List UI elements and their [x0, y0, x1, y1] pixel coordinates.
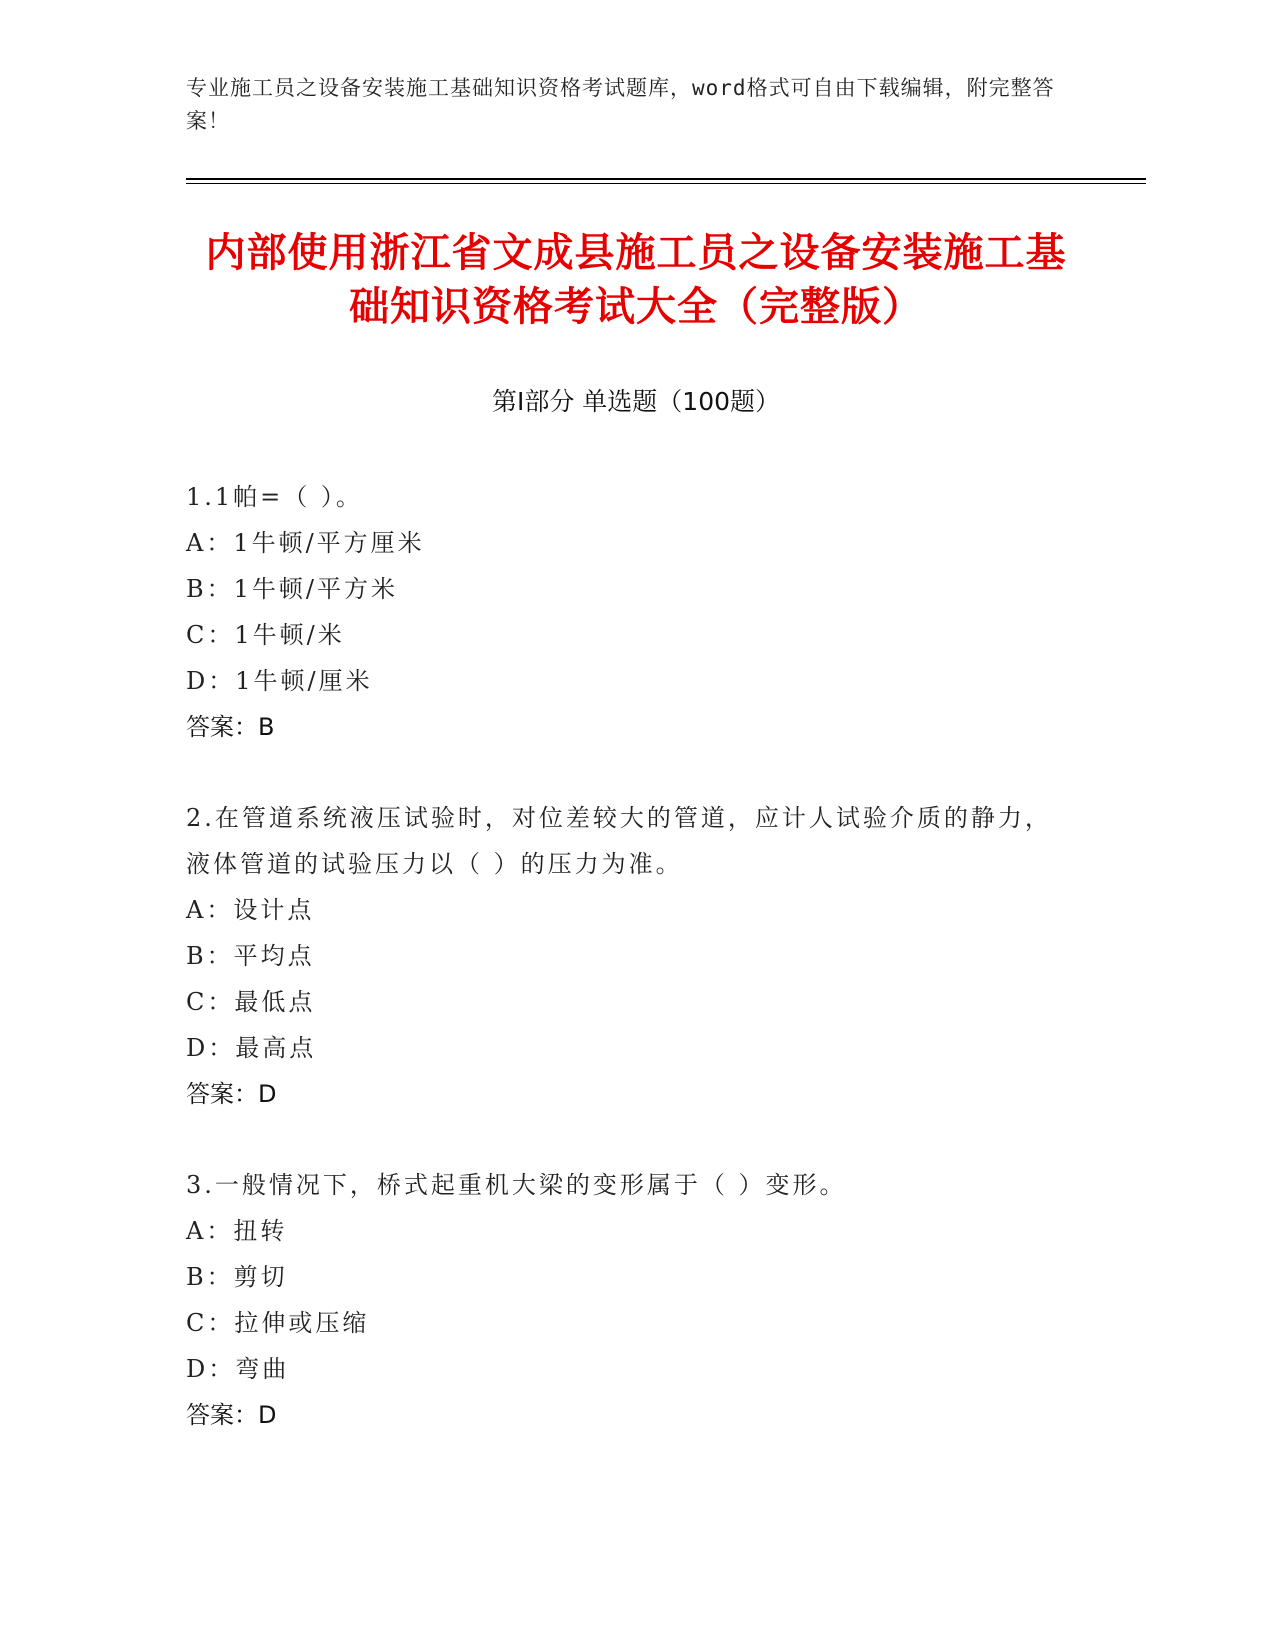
- question-stem: 3.一般情况下，桥式起重机大梁的变形属于（ ）变形。: [186, 1171, 847, 1199]
- option-a: A：扭转: [186, 1217, 288, 1245]
- section-title: 第Ⅰ部分 单选题（100题）: [491, 387, 781, 416]
- option-d: D：最高点: [186, 1034, 317, 1062]
- option-a: A：1牛顿/平方厘米: [186, 529, 425, 557]
- option-c: C：1牛顿/米: [186, 621, 345, 649]
- option-b: B：1牛顿/平方米: [186, 575, 398, 603]
- option-b: B：平均点: [186, 942, 315, 970]
- question-list: [186, 474, 1066, 1483]
- header-divider-thin: [186, 183, 1146, 184]
- question-1: [186, 474, 1066, 750]
- document-title: 内部使用浙江省文成县施工员之设备安装施工基础知识资格考试大全（完整版）: [205, 230, 1067, 330]
- option-a: A：设计点: [186, 896, 315, 924]
- question-stem: 1.1帕=（ ）。: [186, 483, 363, 511]
- option-d: D：1牛顿/厘米: [186, 667, 373, 695]
- answer: 答案：D: [186, 1080, 277, 1108]
- option-b: B：剪切: [186, 1263, 288, 1291]
- question-stem: 2.在管道系统液压试验时，对位差较大的管道，应计人试验介质的静力，液体管道的试验压力以（ ）的压力为准。: [186, 804, 1052, 878]
- question-3: [186, 1162, 1066, 1438]
- answer: 答案：D: [186, 1401, 277, 1429]
- option-d: D：弯曲: [186, 1355, 290, 1383]
- answer: 答案：B: [186, 713, 275, 741]
- option-c: C：拉伸或压缩: [186, 1309, 370, 1337]
- option-c: C：最低点: [186, 988, 316, 1016]
- header-divider-thick: [186, 178, 1146, 180]
- header-note: 专业施工员之设备安装施工基础知识资格考试题库，word格式可自由下载编辑，附完整答案！: [186, 76, 1055, 133]
- question-2: [186, 795, 1066, 1117]
